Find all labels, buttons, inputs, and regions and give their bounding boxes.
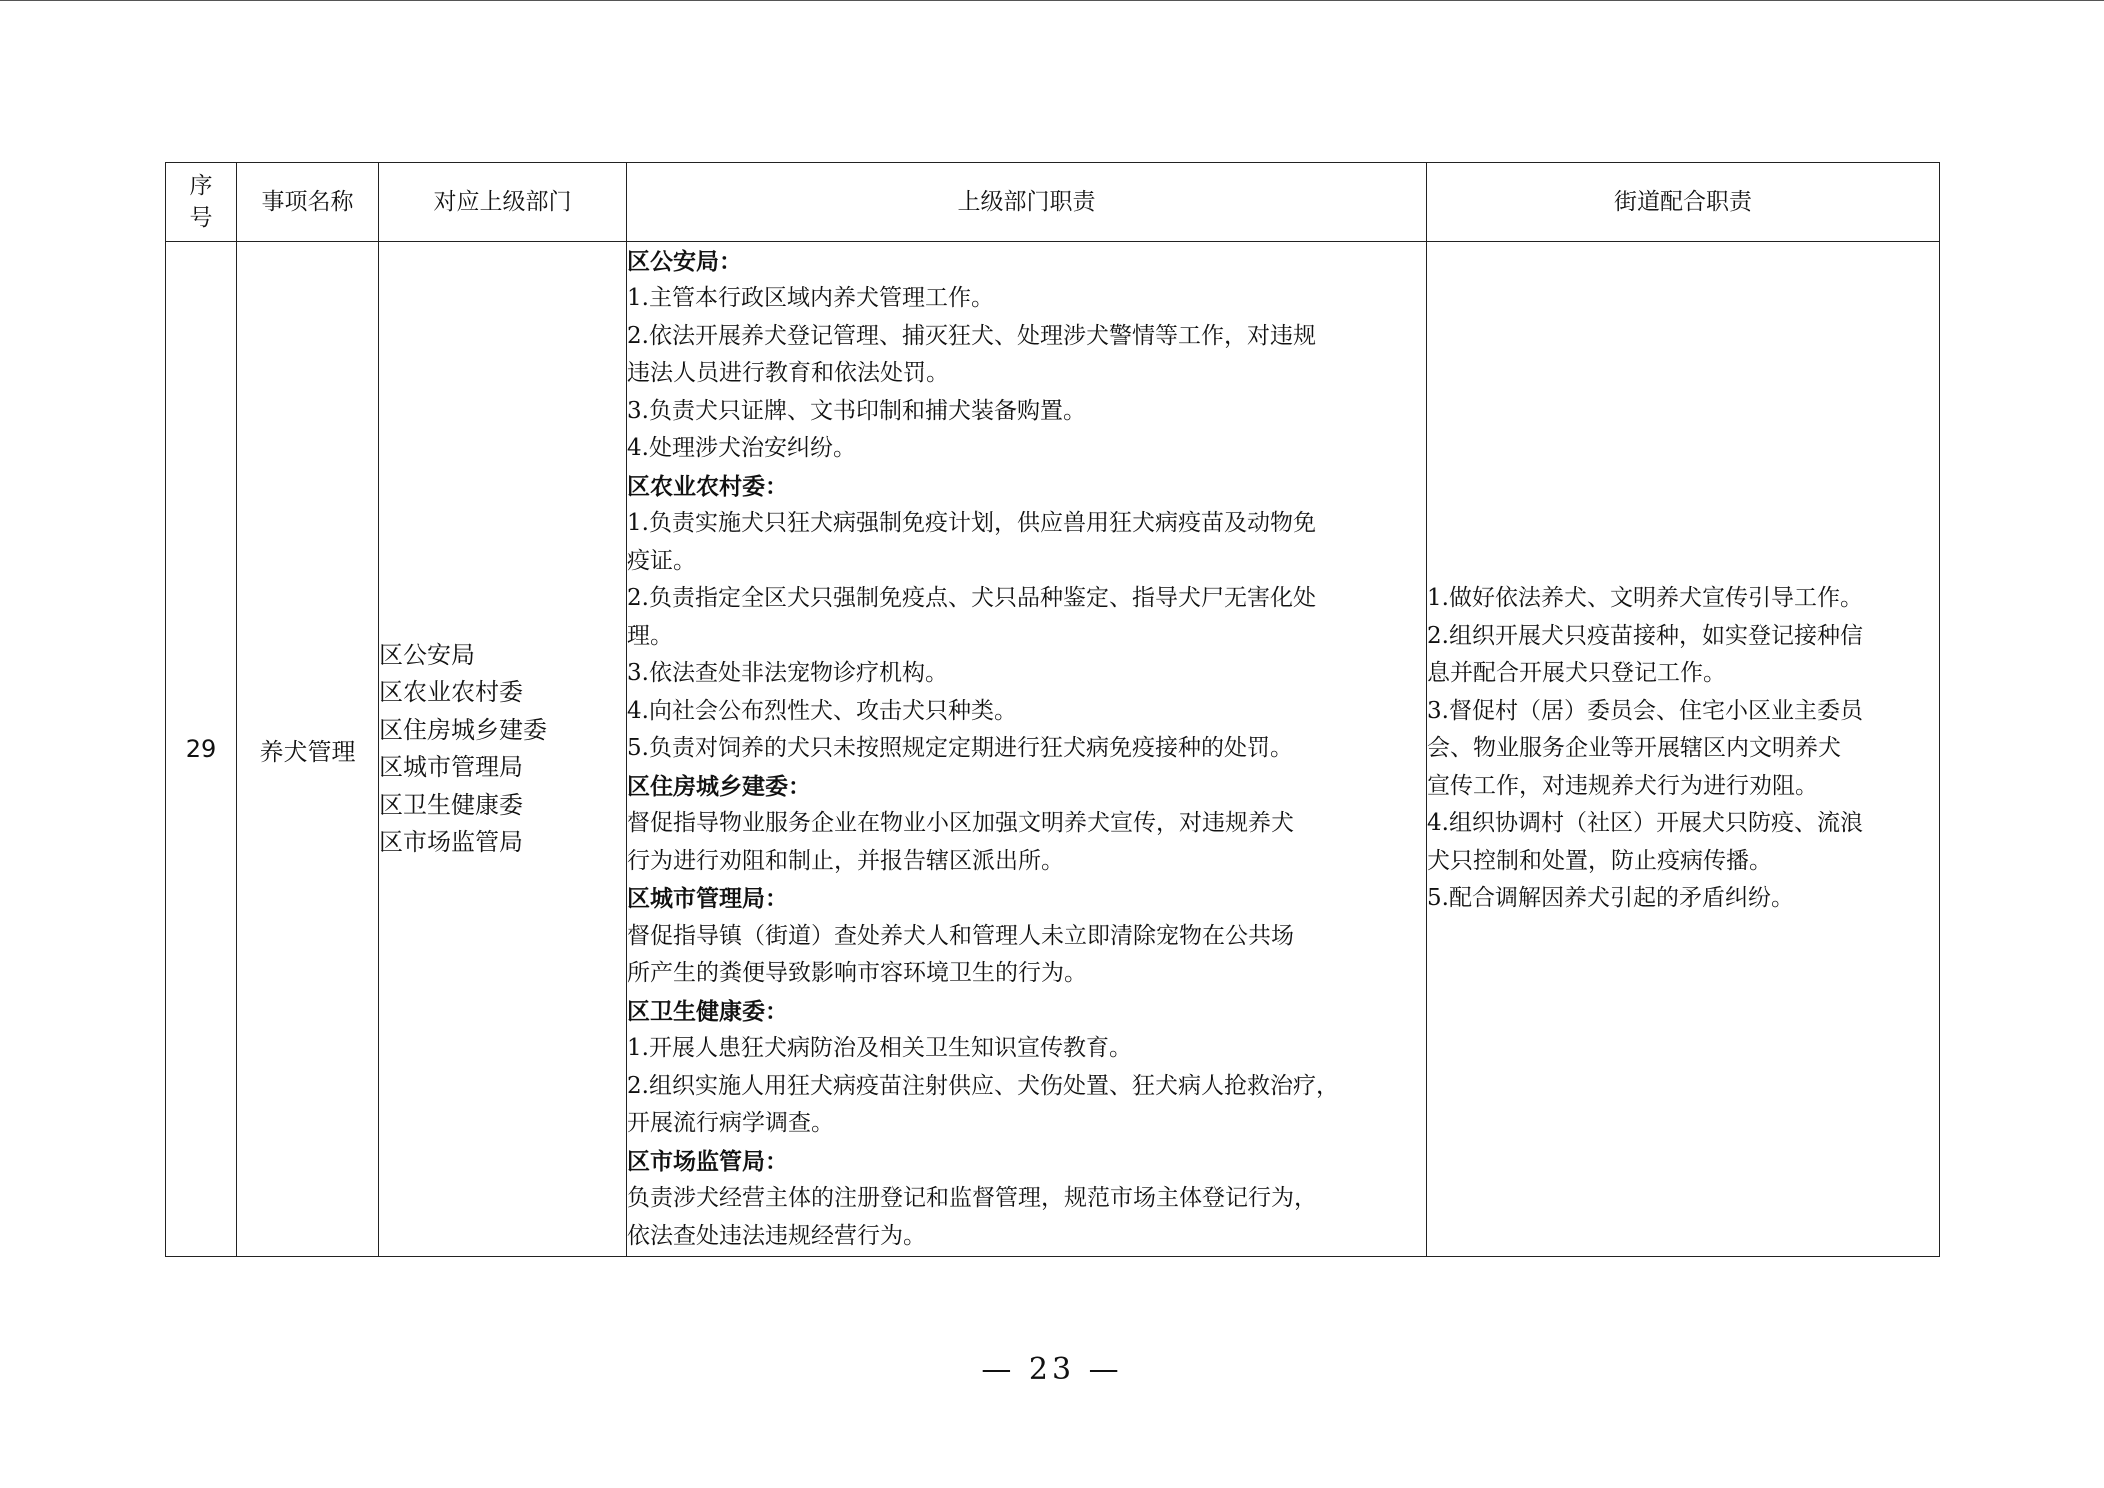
street-duty-line: 3.督促村（居）委员会、住宅小区业主委员 (1427, 697, 1863, 724)
duty-line: 3.负责犬只证牌、文书印制和捕犬装备购置。 (627, 397, 1086, 424)
duty-department-heading: 区市场监管局： (627, 1147, 788, 1175)
duty-line: 所产生的粪便导致影响市容环境卫生的行为。 (627, 960, 1087, 987)
row-number: 29 (166, 242, 237, 1257)
duty-line: 行为进行劝阻和制止，并报告辖区派出所。 (627, 847, 1064, 874)
street-duty-line: 宣传工作，对违规养犬行为进行劝阻。 (1427, 772, 1818, 799)
duty-line: 2.依法开展养犬登记管理、捕灭狂犬、处理涉犬警情等工作，对违规 (627, 322, 1316, 349)
duty-department-heading: 区住房城乡建委： (627, 772, 811, 800)
duty-line: 5.负责对饲养的犬只未按照规定定期进行狂犬病免疫接种的处罚。 (627, 735, 1293, 762)
street-duties (1427, 242, 1940, 1257)
duty-line: 督促指导物业服务企业在物业小区加强文明养犬宣传，对违规养犬 (627, 810, 1294, 837)
header-street: 街道配合职责 (1427, 163, 1940, 242)
department-item: 区市场监管局 (379, 828, 523, 856)
item-name: 养犬管理 (237, 242, 379, 1257)
duty-line: 督促指导镇（街道）查处养犬人和管理人未立即清除宠物在公共场 (627, 922, 1294, 949)
street-duty-line: 会、物业服务企业等开展辖区内文明养犬 (1427, 735, 1841, 762)
department-item: 区公安局 (379, 640, 475, 669)
department-list (379, 242, 627, 1257)
header-name: 事项名称 (237, 163, 379, 242)
duty-line: 4.向社会公布烈性犬、攻击犬只种类。 (627, 697, 1017, 724)
duty-line: 1.开展人患狂犬病防治及相关卫生知识宣传教育。 (627, 1035, 1132, 1062)
header-row (166, 163, 1940, 242)
duty-line: 2.组织实施人用狂犬病疫苗注射供应、犬伤处置、狂犬病人抢救治疗， (627, 1072, 1339, 1099)
header-no: 序号 (166, 163, 237, 242)
department-item: 区农业农村委 (379, 678, 523, 706)
duty-department-heading: 区农业农村委： (627, 472, 788, 500)
duty-table (165, 162, 1940, 1257)
duty-line: 疫证。 (627, 547, 696, 574)
duty-line: 开展流行病学调查。 (627, 1110, 834, 1137)
duty-line: 理。 (627, 622, 673, 649)
header-dept: 对应上级部门 (379, 163, 627, 242)
street-duty-line: 1.做好依法养犬、文明养犬宣传引导工作。 (1427, 585, 1863, 612)
department-item: 区城市管理局 (379, 753, 523, 781)
page-top-border (0, 0, 2104, 1)
page-number: — 23 — (981, 1352, 1123, 1387)
street-duty-line: 息并配合开展犬只登记工作。 (1427, 660, 1726, 687)
duty-line: 2.负责指定全区犬只强制免疫点、犬只品种鉴定、指导犬尸无害化处 (627, 585, 1316, 612)
duty-department-heading: 区卫生健康委： (627, 997, 788, 1025)
department-item: 区住房城乡建委 (379, 715, 547, 744)
duty-department-heading: 区城市管理局： (627, 885, 788, 913)
street-duty-line: 4.组织协调村（社区）开展犬只防疫、流浪 (1427, 810, 1863, 837)
duty-department-heading: 区公安局： (627, 247, 742, 275)
department-duties (627, 242, 1427, 1257)
header-duty: 上级部门职责 (627, 163, 1427, 242)
department-item: 区卫生健康委 (379, 790, 523, 819)
duty-line: 依法查处违法违规经营行为。 (627, 1222, 926, 1249)
duty-line: 4.处理涉犬治安纠纷。 (627, 435, 856, 462)
street-duty-line: 犬只控制和处置，防止疫病传播。 (1427, 847, 1772, 874)
table-row (166, 242, 1940, 1257)
duty-line: 负责涉犬经营主体的注册登记和监督管理，规范市场主体登记行为， (627, 1185, 1317, 1212)
duty-line: 违法人员进行教育和依法处罚。 (627, 360, 949, 387)
duty-line: 1.负责实施犬只狂犬病强制免疫计划，供应兽用狂犬病疫苗及动物免 (627, 510, 1316, 537)
street-duty-line: 2.组织开展犬只疫苗接种，如实登记接种信 (1427, 622, 1863, 649)
duty-line: 1.主管本行政区域内养犬管理工作。 (627, 285, 994, 312)
street-duty-line: 5.配合调解因养犬引起的矛盾纠纷。 (1427, 885, 1794, 912)
duty-line: 3.依法查处非法宠物诊疗机构。 (627, 660, 948, 687)
